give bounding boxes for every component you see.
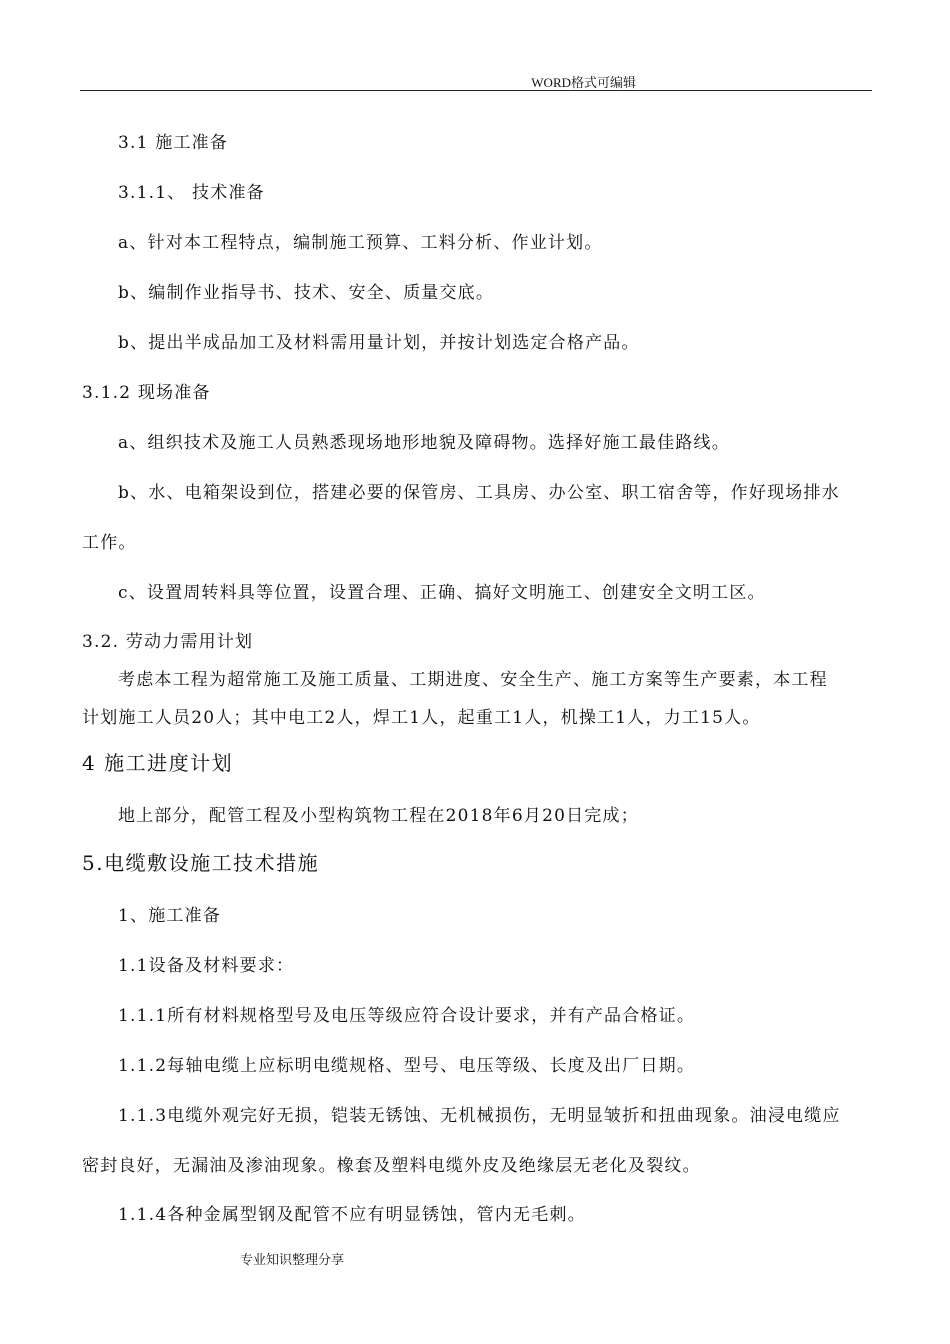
paragraph-c-site: c、设置周转料具等位置，设置合理、正确、搞好文明施工、创建安全文明工区。 (118, 583, 766, 603)
heading-3-1-2: 3.1.2 现场准备 (82, 383, 211, 403)
heading-5-1-1: 1.1设备及材料要求： (118, 956, 295, 976)
paragraph-labor-cont: 计划施工人员20人；其中电工2人，焊工1人，起重工1人，机操工1人，力工15人。 (82, 708, 761, 728)
page-header (80, 70, 872, 91)
heading-3-1-1: 3.1.1、 技术准备 (118, 183, 265, 203)
item-1-1-3: 1.1.3电缆外观完好无损，铠装无锈蚀、无机械损伤，无明显皱折和扭曲现象。油浸电缆应 (118, 1106, 841, 1126)
item-1-1-3-cont: 密封良好，无漏油及渗油现象。橡套及塑料电缆外皮及绝缘层无老化及裂纹。 (82, 1156, 701, 1176)
heading-3-2: 3.2. 劳动力需用计划 (82, 632, 254, 652)
heading-5-1: 1、施工准备 (118, 906, 222, 926)
item-1-1-4: 1.1.4各种金属型钢及配管不应有明显锈蚀，管内无毛刺。 (118, 1205, 586, 1225)
paragraph-a-site: a、组织技术及施工人员熟悉现场地形地貌及障碍物。选择好施工最佳路线。 (118, 433, 730, 453)
heading-4: 4 施工进度计划 (82, 751, 234, 775)
header-text: WORD格式可编辑 (531, 75, 636, 90)
paragraph-b-materials: b、提出半成品加工及材料需用量计划，并按计划选定合格产品。 (118, 333, 640, 353)
page-footer: 专业知识整理分享 (240, 1252, 345, 1267)
heading-5: 5.电缆敷设施工技术措施 (82, 851, 320, 875)
paragraph-schedule: 地上部分，配管工程及小型构筑物工程在2018年6月20日完成； (118, 806, 639, 826)
paragraph-b-site-cont: 工作。 (82, 533, 137, 553)
paragraph-a-tech: a、针对本工程特点，编制施工预算、工料分析、作业计划。 (118, 233, 603, 253)
item-1-1-2: 1.1.2每轴电缆上应标明电缆规格、型号、电压等级、长度及出厂日期。 (118, 1056, 696, 1076)
item-1-1-1: 1.1.1所有材料规格型号及电压等级应符合设计要求，并有产品合格证。 (118, 1006, 696, 1026)
paragraph-labor: 考虑本工程为超常施工及施工质量、工期进度、安全生产、施工方案等生产要素，本工程 (118, 670, 828, 690)
paragraph-b-instructions: b、编制作业指导书、技术、安全、质量交底。 (118, 283, 495, 303)
paragraph-b-site: b、水、电箱架设到位，搭建必要的保管房、工具房、办公室、职工宿舍等，作好现场排水 (118, 483, 840, 503)
heading-3-1: 3.1 施工准备 (118, 133, 229, 153)
